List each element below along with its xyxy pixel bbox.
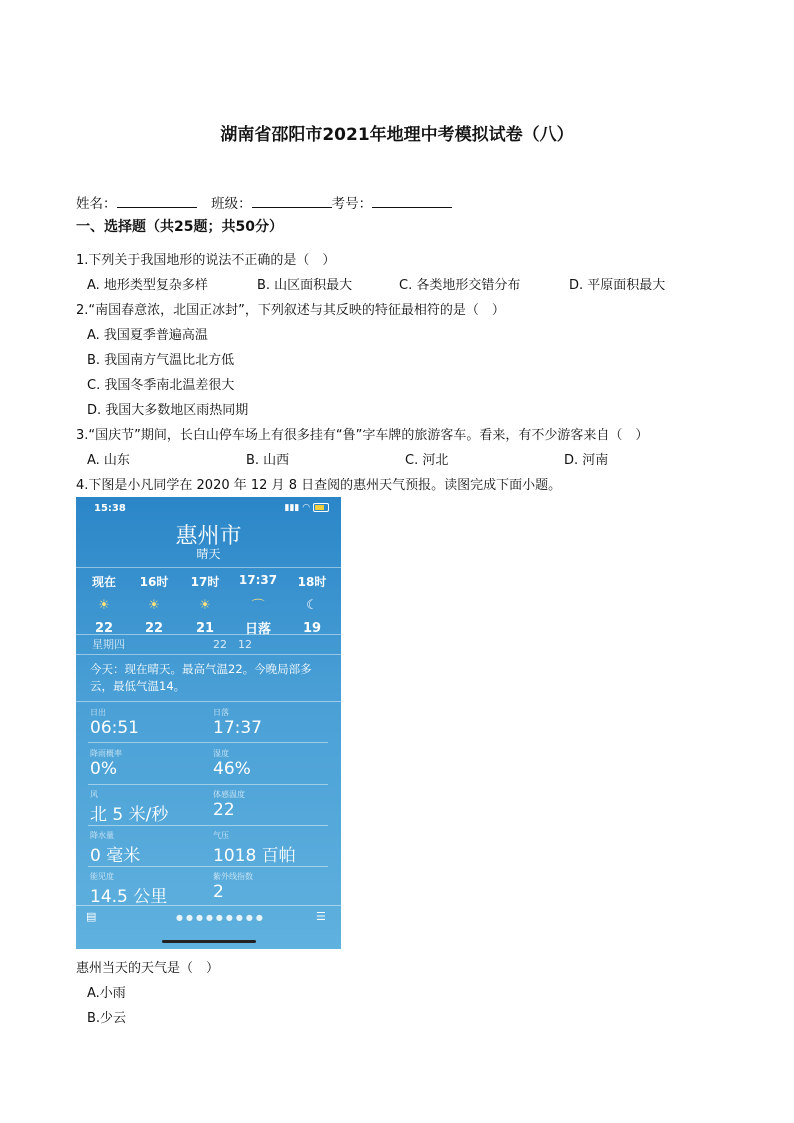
student-info-row [76, 192, 452, 212]
exam-no-blank [372, 193, 452, 208]
daily-row-cut: 星期四 22 12 [92, 638, 252, 651]
detail-feels-like [213, 789, 245, 820]
q3-option-a: A. 山东 [87, 453, 130, 468]
detail-precipitation [90, 830, 140, 866]
home-indicator [162, 940, 256, 943]
hour-temp: 19 [302, 621, 322, 636]
detail-label: 日出 [90, 708, 106, 717]
battery-icon [313, 503, 329, 512]
hour-label: 17时 [190, 575, 220, 589]
today-summary: 今天：现在晴天。最高气温22。今晚局部多云，最低气温14。 [90, 662, 312, 693]
hour-temp: 21 [195, 621, 215, 636]
weather-channel-icon[interactable]: ▤ [86, 910, 97, 923]
detail-label: 体感温度 [213, 790, 245, 799]
page-dots-icon: ●●●●●●●●● [176, 913, 266, 922]
sun-icon: ☀ [98, 598, 110, 613]
question-3-stem: 3.“国庆节”期间，长白山停车场上有很多挂有“鲁”字车牌的旅游客车。看来，有不少游客来自（ ） [76, 428, 649, 443]
q2-option-d: D. 我国大多数地区雨热同期 [87, 403, 249, 418]
name-blank [117, 193, 197, 208]
page-title: 湖南省邵阳市2021年地理中考模拟试卷（八） [220, 125, 574, 145]
divider [88, 784, 328, 785]
class-label: 班级： [211, 196, 252, 212]
detail-value: 0 毫米 [90, 846, 141, 866]
detail-value: 46% [213, 759, 251, 779]
status-time: 15:38 [94, 503, 126, 514]
detail-label: 气压 [213, 831, 229, 840]
sub-option-b: B.少云 [87, 1011, 127, 1026]
hour-temp: 日落 [244, 622, 271, 637]
question-1-stem: 1.下列关于我国地形的说法不正确的是（ ） [76, 253, 336, 268]
weather-screenshot [76, 497, 341, 949]
hourly-forecast-item [234, 573, 282, 637]
name-label: 姓名： [76, 196, 117, 212]
q1-option-c: C. 各类地形交错分布 [399, 278, 521, 293]
q2-option-c: C. 我国冬季南北温差很大 [87, 378, 235, 393]
detail-value: 17:37 [213, 718, 262, 738]
question-4-stem: 4.下图是小凡同学在 2020 年 12 月 8 日查阅的惠州天气预报。读图完成下面小题。 [76, 478, 562, 493]
wifi-icon: ◠ [302, 503, 311, 513]
exam-no-label: 考号： [331, 196, 373, 212]
q2-option-a: A. 我国夏季普遍高温 [87, 328, 208, 343]
divider [76, 654, 341, 655]
detail-label: 降水量 [90, 831, 114, 840]
q3-option-d: D. 河南 [564, 453, 609, 468]
divider [88, 825, 328, 826]
list-icon[interactable]: ☰ [316, 910, 326, 923]
q1-option-a: A. 地形类型复杂多样 [87, 278, 208, 293]
detail-label: 日落 [213, 708, 229, 717]
divider [76, 701, 341, 702]
hour-label: 18时 [297, 575, 327, 589]
detail-value: 1018 百帕 [213, 846, 296, 866]
q3-option-b: B. 山西 [246, 453, 290, 468]
hour-label: 17:37 [238, 573, 278, 587]
hourly-forecast-item [181, 573, 229, 636]
q1-option-d: D. 平原面积最大 [569, 278, 666, 293]
q1-option-b: B. 山区面积最大 [257, 278, 353, 293]
detail-sunrise [90, 707, 139, 738]
detail-pressure [213, 830, 296, 866]
class-blank [252, 193, 332, 208]
city-name: 惠州市 [175, 524, 242, 549]
detail-value: 22 [213, 800, 235, 820]
detail-value: 14.5 公里 [90, 887, 168, 907]
divider [88, 866, 328, 867]
divider [76, 634, 341, 635]
detail-value: 2 [213, 882, 224, 902]
sub-option-a: A.小雨 [87, 986, 126, 1001]
sun-icon: ☀ [148, 598, 160, 613]
q3-option-c: C. 河北 [405, 453, 449, 468]
sub-question-stem: 惠州当天的天气是（ ） [76, 961, 220, 976]
question-2-stem: 2.“南国春意浓，北国正冰封”，下列叙述与其反映的特征最相符的是（ ） [76, 303, 505, 318]
detail-label: 湿度 [213, 749, 229, 758]
hour-label: 16时 [139, 575, 169, 589]
detail-label: 紫外线指数 [213, 872, 253, 881]
detail-rain-chance [90, 748, 122, 779]
detail-value: 06:51 [90, 718, 139, 738]
section-heading: 一、选择题（共25题；共50分） [76, 219, 283, 235]
detail-uv-index [213, 871, 253, 902]
sun-icon: ☀ [199, 598, 211, 613]
hourly-forecast-item [80, 573, 128, 636]
detail-humidity [213, 748, 251, 779]
divider [76, 567, 341, 568]
divider [76, 905, 341, 906]
detail-label: 风 [90, 790, 98, 799]
hourly-forecast-item [288, 573, 336, 636]
detail-value: 0% [90, 759, 117, 779]
divider [88, 742, 328, 743]
sunset-icon: ⌒ [251, 599, 265, 614]
detail-wind [90, 789, 168, 825]
hour-temp: 22 [94, 621, 114, 636]
detail-label: 降雨概率 [90, 749, 122, 758]
hour-label: 现在 [91, 575, 116, 589]
hourly-forecast-item [130, 573, 178, 636]
detail-value: 北 5 米/秒 [90, 805, 169, 825]
current-condition: 晴天 [196, 547, 221, 561]
status-icons [285, 503, 329, 513]
signal-icon: ▮▮▮ [284, 503, 300, 513]
detail-visibility [90, 871, 167, 907]
detail-label: 能见度 [90, 872, 114, 881]
q2-option-b: B. 我国南方气温比北方低 [87, 353, 235, 368]
hour-temp: 22 [144, 621, 164, 636]
moon-icon: ☾ [306, 598, 318, 613]
detail-sunset [213, 707, 262, 738]
